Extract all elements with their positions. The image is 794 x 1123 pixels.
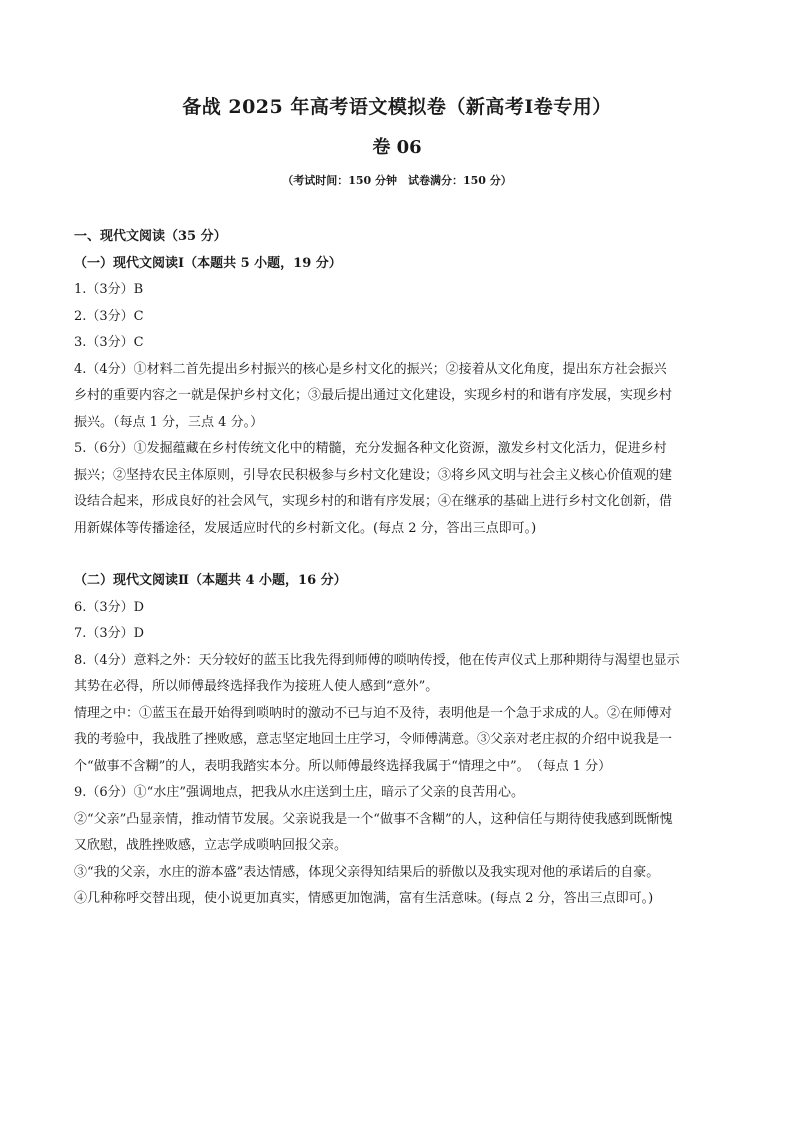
answer-q4-line: 振兴。（每点 1 分，三点 4 分。） [74,414,264,430]
section-spacer [74,544,724,570]
answer-q8-line: 我的考验中，我战胜了挫败感，意志坚定地回土庄学习，令师傅满意。③父亲对老庄叔的介绍中说我是一 [74,732,673,747]
answer-q8-line: 8.（4分）意料之外：天分较好的蓝玉比我先得到师傅的唢呐传授，他在传声仪式上那种期待与渴望也显示 [74,652,680,668]
answer-q9-line: 又欣慰，战胜挫败感，立志学成唢呐回报父亲。 [74,838,348,853]
answer-q9-line: ③“我的父亲，水庄的游本盛”表达情感，体现父亲得知结果后的骄傲以及我实现对他的承诺后的自豪。 [74,864,660,880]
answer-q3: 3.（3分）C [74,335,144,350]
answer-q9-line: ④几种称呼交替出现，使小说更加真实，情感更加饱满，富有生活意味。(每点 2 分，答出三点即可。) [74,891,654,906]
exam-info: （考试时间：150 分钟 试卷满分：150 分） [282,174,512,187]
answer-q9-line: ②“父亲”凸显亲情，推动情节发展。父亲说我是一个“做事不含糊”的人，这种信任与期待使我感到既惭愧 [74,811,673,827]
section-heading: 一、现代文阅读（35 分） [74,229,227,244]
answer-q1: 1.（3分）B [74,282,144,297]
answer-q6: 6.（3分）D [74,599,145,615]
answer-q8-line: 其势在必得，所以师傅最终选择我作为接班人使人感到“意外”。 [74,679,439,694]
answer-q4-line: 4.（4分）①材料二首先提出乡村振兴的核心是乡村文化的振兴；②接着从文化角度，提出东方社会振兴 [74,361,667,377]
answer-q5-line: 5.（6分）①发掘蕴藏在乡村传统文化中的精髓，充分发掘各种文化资源，激发乡村文化活力，促进乡村 [74,441,667,456]
answer-q5-line: 设结合起来，形成良好的社会风气，实现乡村的和谐有序发展；④在继承的基础上进行乡村文化创新，借 [74,494,673,509]
page-title: 备战 2025 年高考语文模拟卷（新高考Ⅰ卷专用） [182,96,612,118]
answer-q5-line: 振兴；②坚持农民主体原则，引导农民积极参与乡村文化建设；③将乡风文明与社会主义核心价值观的建 [74,467,673,483]
answer-q7: 7.（3分）D [74,626,145,641]
answer-q5-line: 用新媒体等传播途径，发展适应时代的乡村新文化。(每点 2 分，答出三点即可。) [74,520,537,536]
answer-content [74,226,724,915]
part-heading: （二）现代文阅读Ⅱ（本题共 4 小题，16 分） [74,573,347,588]
part-heading: （一）现代文阅读Ⅰ（本题共 5 小题，19 分） [74,255,342,271]
paper-number: 卷 06 [372,137,422,158]
answer-q4-line: 乡村的重要内容之一就是保护乡村文化；③最后提出通过文化建设，实现乡村的和谐有序发展，实现乡村 [74,388,673,403]
answer-q8-line: 个“做事不含糊”的人，表明我踏实本分。所以师傅最终选择我属于“情理之中”。 （每点 1 分） [74,758,612,774]
answer-q2: 2.（3分）C [74,308,144,324]
answer-q8-line: 情理之中：①蓝玉在最开始得到唢呐时的激动不已与迫不及待，表明他是一个急于求成的人。②在师傅对 [74,705,673,721]
answer-q9-line: 9.（6分）①“水庄”强调地点，把我从水庄送到土庄，暗示了父亲的良苦用心。 [74,785,524,800]
